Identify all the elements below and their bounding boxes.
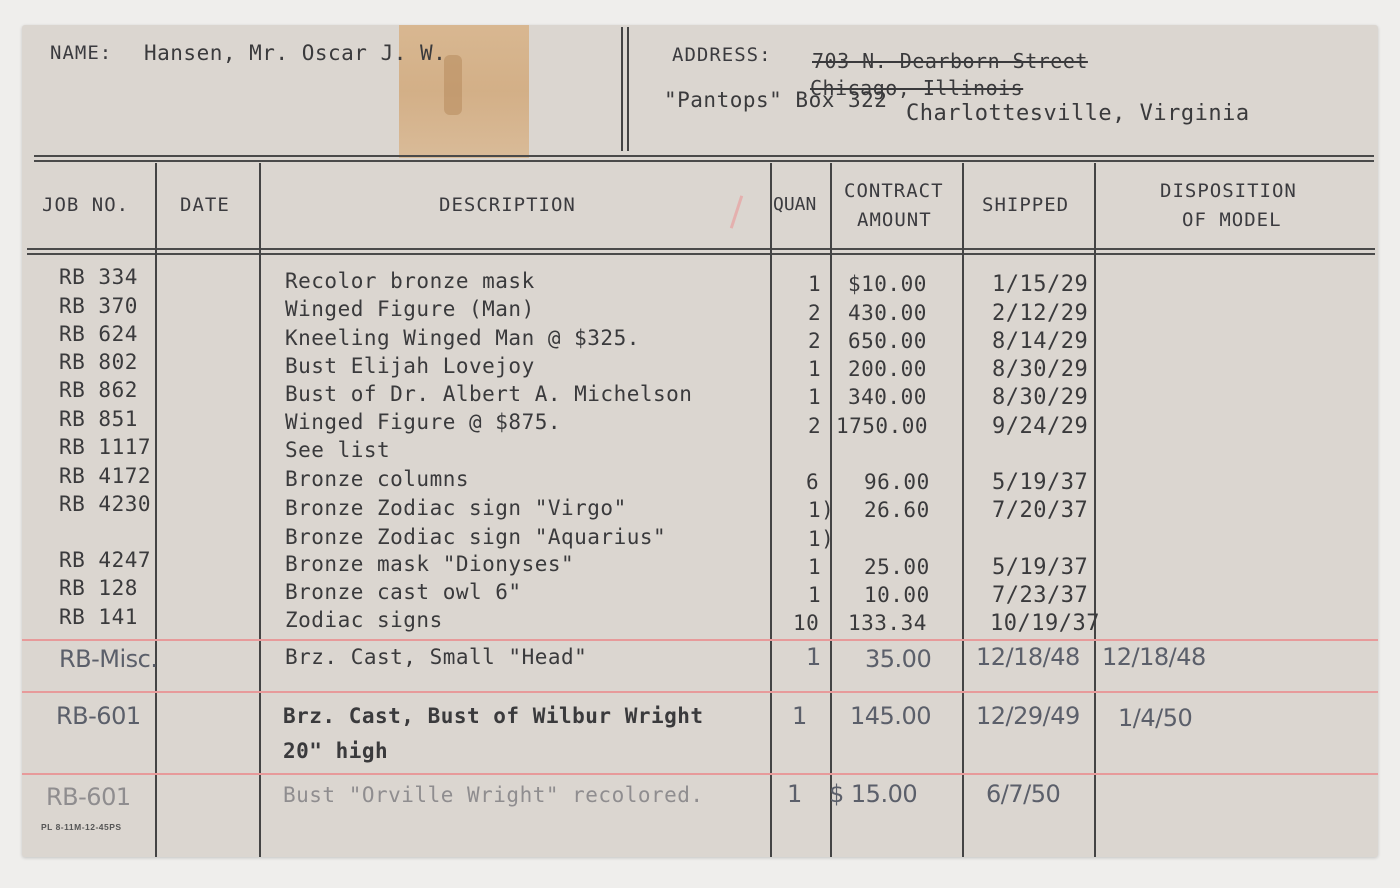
quantity: 1: [806, 643, 821, 671]
quantity: 2: [808, 301, 822, 325]
contract-amount: 650.00: [848, 329, 927, 353]
job-no: RB 624: [59, 322, 138, 346]
contract-amount: 1750.00: [836, 414, 929, 438]
description: Bust "Orville Wright" recolored.: [283, 783, 704, 807]
col-divider-date: [259, 163, 261, 857]
contract-amount: 200.00: [848, 357, 927, 381]
disposition: 12/18/48: [1102, 643, 1206, 671]
job-no: RB 4172: [59, 464, 152, 488]
name-value: Hansen, Mr. Oscar J. W.: [144, 41, 447, 65]
name-label: NAME:: [50, 42, 113, 64]
header-divider-2: [627, 27, 629, 151]
old-street-address: 703 N. Dearborn Street: [812, 49, 1088, 73]
shipped-date: 7/20/37: [992, 498, 1089, 523]
new-street-address: "Pantops" Box 322: [664, 88, 888, 112]
description: Bronze Zodiac sign "Aquarius": [285, 525, 667, 549]
job-no: RB 4247: [59, 548, 152, 572]
contract-amount: 10.00: [864, 583, 930, 607]
shipped-date: 10/19/37: [990, 611, 1100, 636]
description: Bust of Dr. Albert A. Michelson: [285, 382, 693, 406]
quantity: 1: [787, 780, 802, 808]
description: Bronze columns: [285, 467, 470, 491]
description: Brz. Cast, Bust of Wilbur Wright: [283, 704, 704, 728]
red-rule-3: [22, 773, 1378, 775]
quantity: 1: [792, 702, 807, 730]
description-line-2: 20" high: [283, 739, 389, 763]
quantity: 10: [793, 611, 820, 635]
quantity: 1): [808, 498, 835, 522]
contract-amount: 35.00: [865, 645, 932, 673]
quantity: 2: [808, 329, 822, 353]
shipped-date: 8/30/29: [992, 357, 1089, 382]
job-no: RB-601: [46, 783, 131, 811]
contract-amount: 430.00: [848, 301, 927, 325]
description: Kneeling Winged Man @ $325.: [285, 326, 640, 350]
quantity: 2: [808, 414, 822, 438]
shipped-date: 12/29/49: [976, 702, 1080, 730]
job-no: RB 370: [59, 294, 138, 318]
col-contract-2: AMOUNT: [857, 209, 932, 231]
job-no: RB 1117: [59, 435, 152, 459]
description: Bronze mask "Dionyses": [285, 552, 575, 576]
shipped-date: 5/19/37: [992, 470, 1089, 495]
shipped-date: 2/12/29: [992, 301, 1089, 326]
job-no: RB 334: [59, 265, 138, 289]
col-disposition-2: OF MODEL: [1182, 209, 1282, 231]
col-divider-amount: [962, 163, 964, 857]
shipped-date: 8/30/29: [992, 385, 1089, 410]
tape-spot: [444, 55, 462, 115]
contract-amount: 340.00: [848, 385, 927, 409]
col-date: DATE: [180, 194, 230, 216]
shipped-date: 1/15/29: [992, 272, 1089, 297]
header-rule-1: [34, 155, 1374, 157]
job-no: RB 141: [59, 605, 138, 629]
job-no: RB-601: [56, 702, 141, 730]
description: Brz. Cast, Small "Head": [285, 645, 588, 669]
description: Recolor bronze mask: [285, 269, 535, 293]
col-divider-desc: [770, 163, 772, 857]
job-no: RB 851: [59, 407, 138, 431]
disposition: 1/4/50: [1118, 704, 1193, 732]
header-rule-2: [34, 160, 1374, 162]
form-code: PL 8-11M-12-45PS: [41, 822, 122, 832]
shipped-date: 7/23/37: [992, 583, 1089, 608]
red-rule-2: [22, 691, 1378, 693]
address-label: ADDRESS:: [672, 44, 772, 66]
contract-amount: 133.34: [848, 611, 927, 635]
contract-amount: 96.00: [864, 470, 930, 494]
red-pencil-mark: [730, 195, 743, 228]
description: See list: [285, 438, 391, 462]
job-no: RB-Misc.: [59, 645, 158, 673]
contract-amount: 26.60: [864, 498, 930, 522]
header-divider-1: [621, 27, 623, 151]
col-divider-shipped: [1094, 163, 1096, 857]
contract-amount: 145.00: [850, 702, 931, 730]
job-no: RB 802: [59, 350, 138, 374]
col-disposition-1: DISPOSITION: [1160, 180, 1297, 202]
col-contract-1: CONTRACT: [844, 180, 944, 202]
shipped-date: 9/24/29: [992, 414, 1089, 439]
contract-amount: $ 15.00: [829, 780, 918, 808]
col-quan: QUAN: [773, 194, 817, 215]
quantity: 1: [808, 357, 822, 381]
job-no: RB 4230: [59, 492, 152, 516]
quantity: 1: [808, 555, 822, 579]
quantity: 1: [808, 272, 822, 296]
description: Bronze Zodiac sign "Virgo": [285, 496, 627, 520]
shipped-date: 5/19/37: [992, 555, 1089, 580]
new-city: Charlottesville, Virginia: [906, 101, 1250, 126]
old-city: Chicago, Illinois: [810, 76, 1024, 100]
description: Winged Figure @ $875.: [285, 410, 562, 434]
record-card: [22, 25, 1378, 857]
quantity: 6: [806, 470, 820, 494]
col-description: DESCRIPTION: [439, 194, 576, 216]
description: Zodiac signs: [285, 608, 443, 632]
col-header-rule-2: [27, 253, 1375, 255]
shipped-date: 6/7/50: [986, 780, 1061, 808]
quantity: 1): [808, 527, 835, 551]
quantity: 1: [808, 583, 822, 607]
col-shipped: SHIPPED: [982, 194, 1070, 216]
quantity: 1: [808, 385, 822, 409]
col-divider-job: [155, 163, 157, 857]
job-no: RB 862: [59, 378, 138, 402]
shipped-date: 12/18/48: [976, 643, 1080, 671]
red-rule-1: [22, 639, 1378, 641]
description: Bust Elijah Lovejoy: [285, 354, 535, 378]
col-job-no: JOB NO.: [42, 194, 130, 216]
job-no: RB 128: [59, 576, 138, 600]
shipped-date: 8/14/29: [992, 329, 1089, 354]
contract-amount: 25.00: [864, 555, 930, 579]
description: Winged Figure (Man): [285, 297, 535, 321]
contract-amount: $10.00: [848, 272, 927, 296]
col-header-rule-1: [27, 248, 1375, 250]
description: Bronze cast owl 6": [285, 580, 522, 604]
